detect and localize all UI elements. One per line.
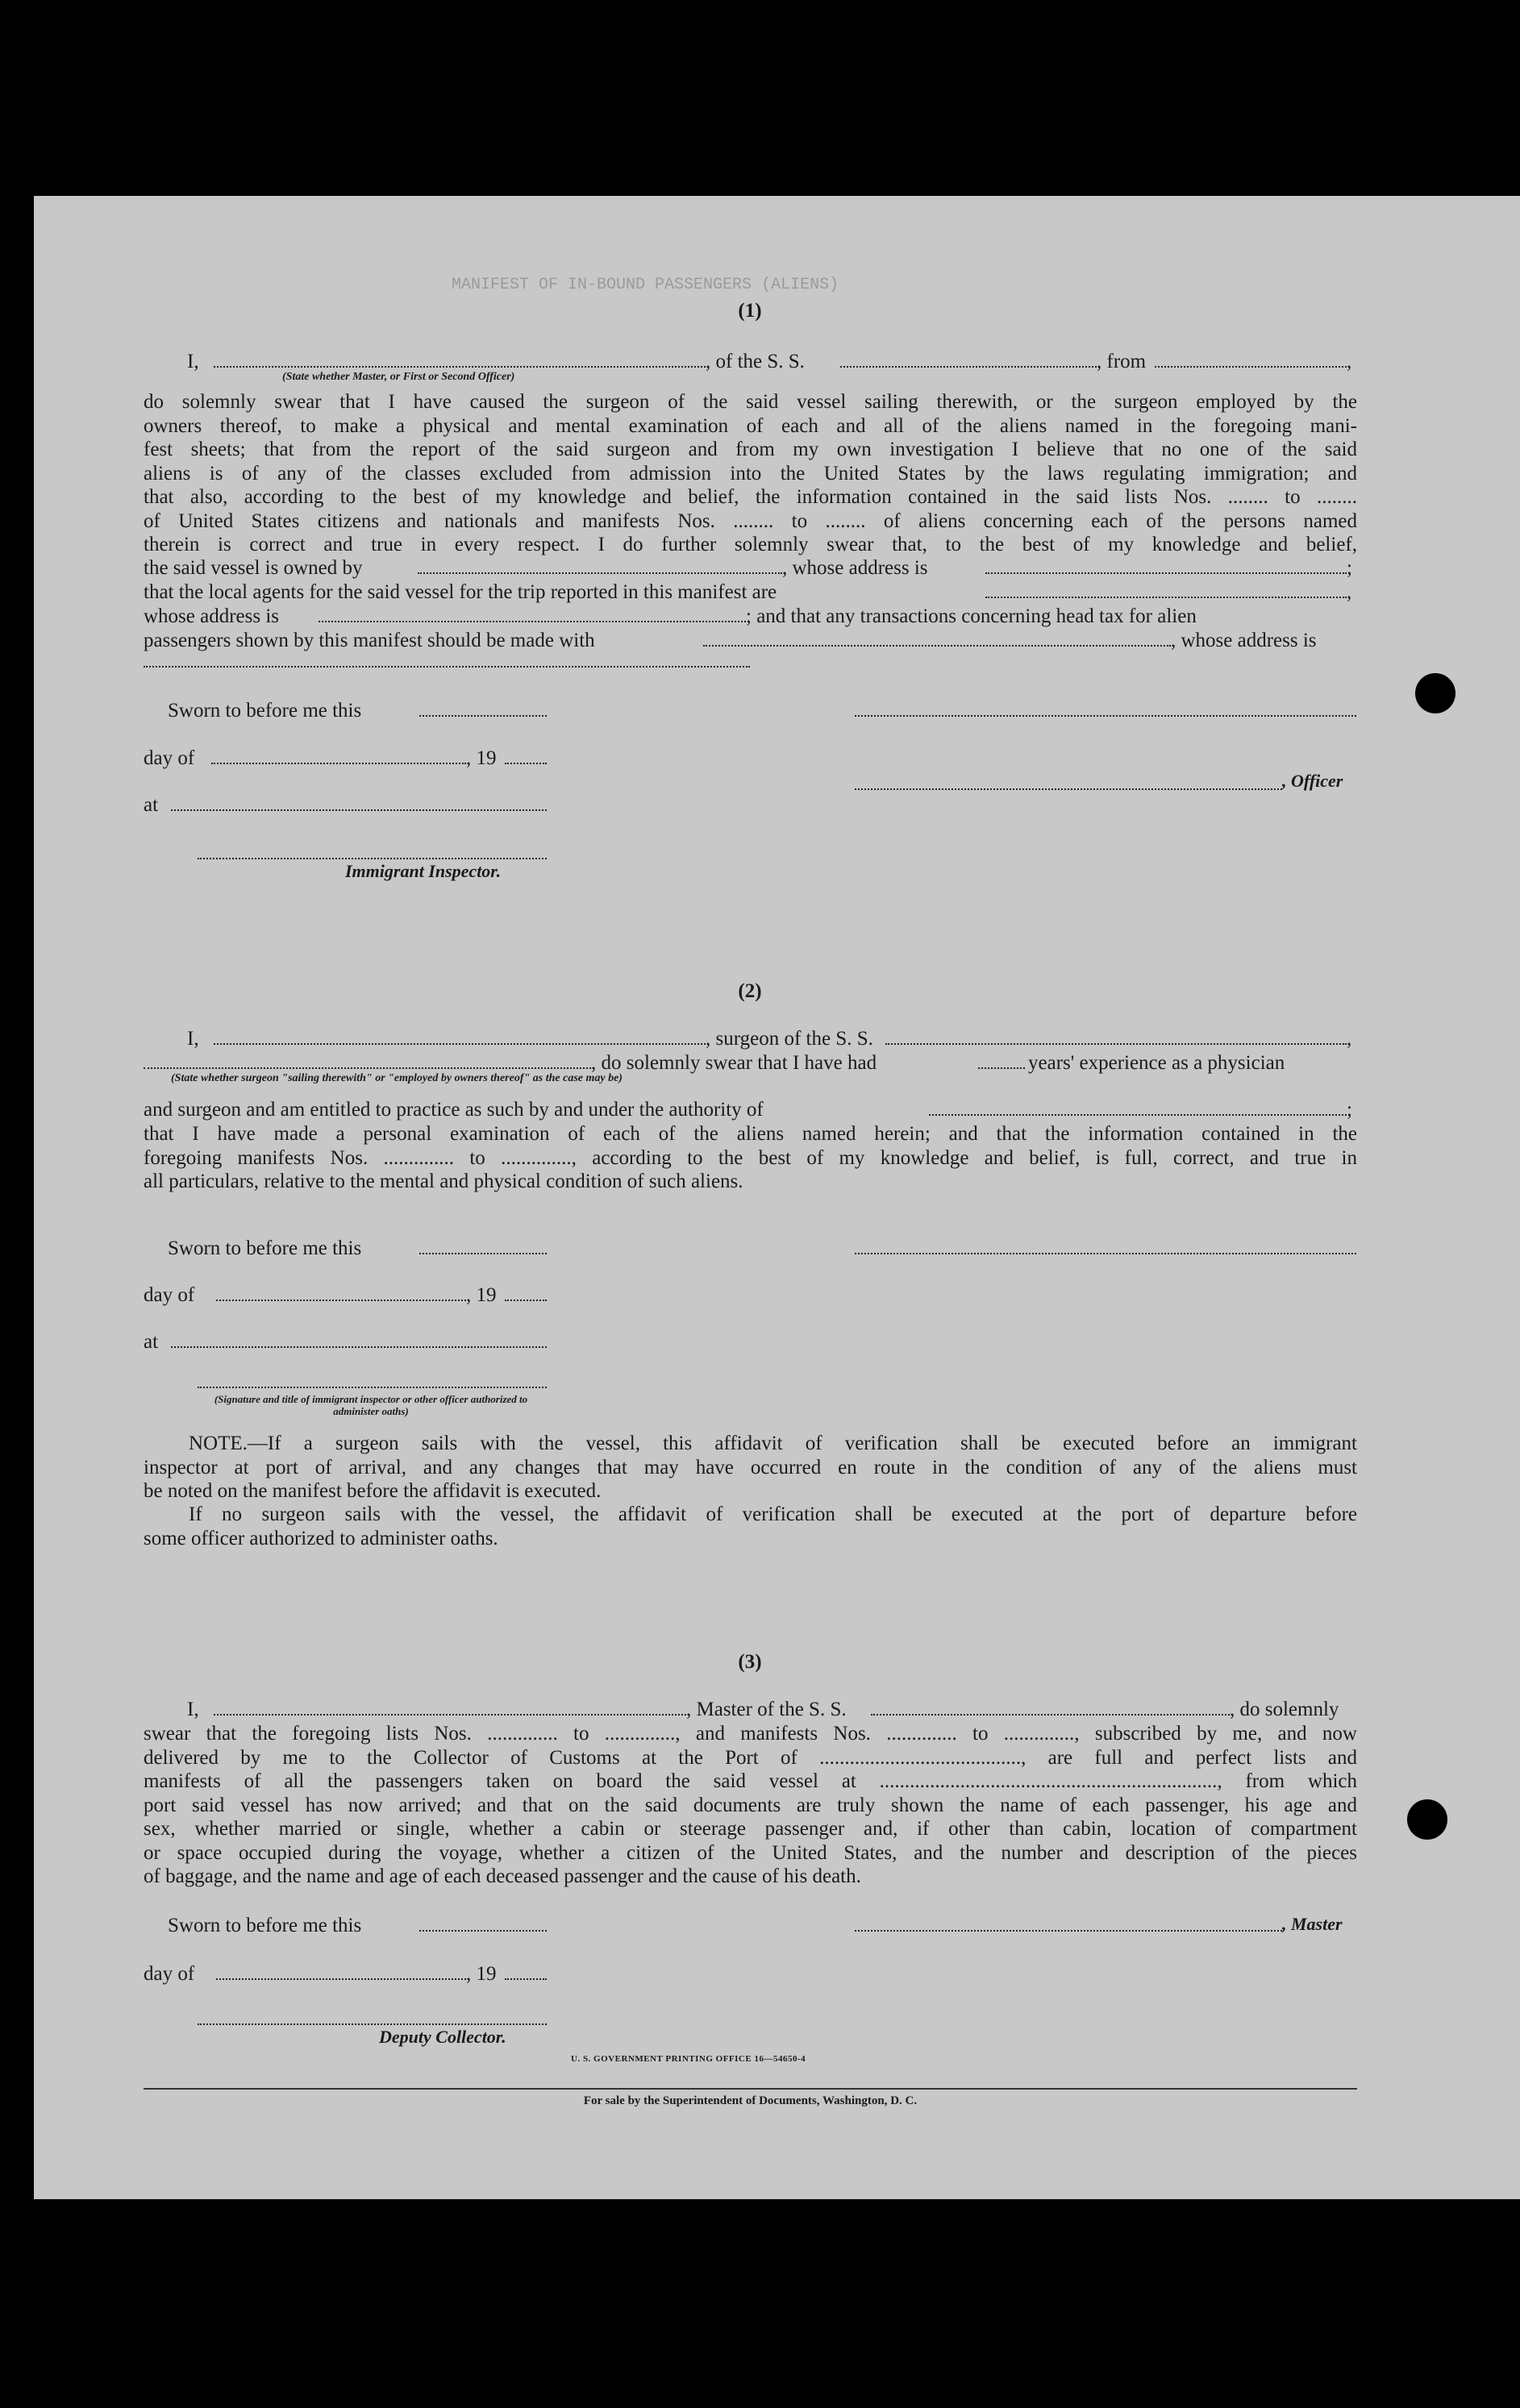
a1-from: , from xyxy=(1097,351,1147,372)
a1-officer-title-field[interactable] xyxy=(855,788,1282,790)
a2-sworn-date-field[interactable] xyxy=(419,1253,547,1254)
a2-place-field[interactable] xyxy=(171,1346,547,1348)
surgeon-ship-field[interactable] xyxy=(885,1043,1347,1045)
a2-signature-field[interactable] xyxy=(855,1253,1356,1254)
deputy-signature-field[interactable] xyxy=(198,2023,547,2025)
owner-address-field[interactable] xyxy=(985,572,1347,574)
years-experience-field[interactable] xyxy=(978,1067,1025,1069)
authority-field[interactable] xyxy=(929,1114,1347,1116)
punch-hole-bottom xyxy=(1407,1799,1447,1840)
head-tax-contact-field[interactable] xyxy=(703,645,1171,647)
head-tax-address-field[interactable] xyxy=(144,666,750,668)
punch-hole-top xyxy=(1415,673,1455,713)
master-name-field[interactable] xyxy=(214,1714,686,1716)
a3-master-signature-field[interactable] xyxy=(855,1930,1282,1932)
gpo-imprint: U. S. GOVERNMENT PRINTING OFFICE 16—54650-4 xyxy=(571,2054,806,2064)
a1-year-field[interactable] xyxy=(505,763,547,764)
affidavit-2-body: that I have made a personal examination of each of the aliens named herein; and that the information contained in the foregoing manifests Nos. .............. to .............., according to the best of my knowledge and belief, is full, correct, and true in xyxy=(144,1123,1357,1169)
a1-sworn-date-field[interactable] xyxy=(419,715,547,717)
surgeon-name-field[interactable] xyxy=(214,1043,706,1045)
affidavit-1-heading: (1) xyxy=(738,300,762,322)
a1-month-field[interactable] xyxy=(211,763,466,764)
affidavit-2-heading: (2) xyxy=(738,980,762,1002)
from-port-field[interactable] xyxy=(1155,366,1347,368)
a2-year-field[interactable] xyxy=(505,1300,547,1301)
a3-month-field[interactable] xyxy=(216,1978,466,1980)
a1-signature-field[interactable] xyxy=(855,715,1356,717)
footer-rule xyxy=(144,2088,1357,2090)
ship-name-field[interactable] xyxy=(840,366,1097,368)
agents-field[interactable] xyxy=(985,597,1347,598)
affidavit-3-heading: (3) xyxy=(738,1651,762,1673)
a1-place-field[interactable] xyxy=(171,809,547,811)
officer-name-field[interactable] xyxy=(214,366,706,368)
a2-officer-signature-field[interactable] xyxy=(198,1387,547,1388)
a1-i: I, xyxy=(187,351,199,372)
affidavit-1-body: do solemnly swear that I have caused the surgeon of the said vessel sailing therewith, or the surgeon employed by the owners thereof, to make a physical and mental examination of each and all of the aliens named in the foregoing mani- fest sheets; that from the report of the said surgeon and from my own investigation I believe that no one of the said aliens is of any of the classes excluded from admission into the United States by the laws regulating immigration; and that also, according to the best of my knowledge and belief, the information contained in the said lists Nos. ........ to ........ of United States citizens and nationals and manifests Nos. ........ to ........ of aliens concerning each of the persons named therein is correct and true in every respect. I do further solemnly swear that, to the best of my knowledge and belief, xyxy=(144,391,1357,555)
owner-field[interactable] xyxy=(418,572,782,574)
bleed-through-title: MANIFEST OF IN-BOUND PASSENGERS (ALIENS) xyxy=(452,276,839,294)
note-block: NOTE.—If a surgeon sails with the vessel, this affidavit of verification shall be executed before an immigrant inspector at port of arrival, and any changes that may have occurred en route in the condition of any of the aliens must xyxy=(144,1433,1357,1478)
a1-of-ss: , of the S. S. xyxy=(706,351,805,372)
surgeon-status-field[interactable] xyxy=(144,1067,591,1069)
inspector-signature-field[interactable] xyxy=(198,858,547,859)
a3-year-field[interactable] xyxy=(505,1978,547,1980)
agents-address-field[interactable] xyxy=(319,621,746,622)
sale-notice: For sale by the Superintendent of Documents, Washington, D. C. xyxy=(583,2094,918,2107)
officer-note: (State whether Master, or First or Second Officer) xyxy=(282,371,515,383)
a3-sworn-date-field[interactable] xyxy=(419,1930,547,1932)
affidavit-3-body: swear that the foregoing lists Nos. .............. to .............., and manifests Nos. .............. to .............., subscribed by me, and now delivered by me to the Collector of Customs at the Port of ........................................, are full and perfect lists and manifests of all the passengers taken on board the said vessel at ..................................................................., from which port said vessel has now arrived; and that on the said documents are truly shown the name of each passenger, his age and sex, whether married or single, whether a cabin or steerage passenger and, if other than cabin, location of compartment or space occupied during the voyage, whether a citizen of the United States, and the number and description of the pieces xyxy=(144,1723,1357,1864)
master-ship-field[interactable] xyxy=(871,1714,1230,1716)
a2-month-field[interactable] xyxy=(216,1300,466,1301)
